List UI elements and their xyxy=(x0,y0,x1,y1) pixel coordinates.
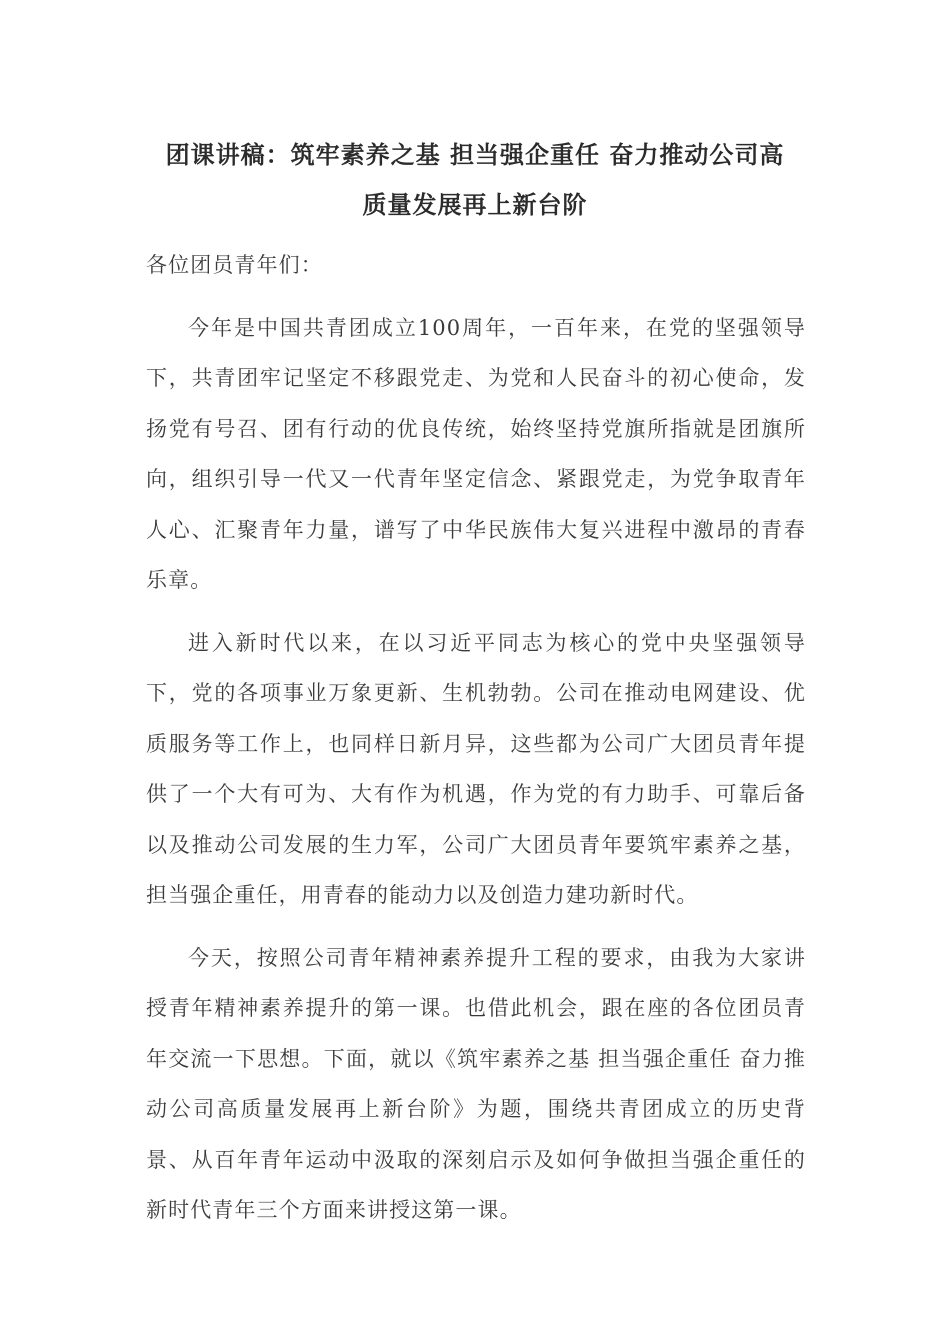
greeting: 各位团员青年们： xyxy=(146,253,323,277)
paragraph-2: 进入新时代以来，在以习近平同志为核心的党中央坚强领导下，党的各项事业万象更新、生机勃勃。公司在推动电网建设、优质服务等工作上，也同样日新月异，这些都为公司广大团员青年提供了一个大有可为、大有作为机遇，作为党的有力助手、可靠后备以及推动公司发展的生力军，公司广大团员青年要筑牢素养之基，担当强企重任，用青春的能动力以及创造力建功新时代。 xyxy=(146,630,806,907)
title-line-2: 质量发展再上新台阶 xyxy=(362,190,588,219)
paragraph-1: 今年是中国共青团成立100周年，一百年来，在党的坚强领导下，共青团牢记坚定不移跟党走、为党和人民奋斗的初心使命，发扬党有号召、团有行动的优良传统，始终坚持党旗所指就是团旗所向，组织引导一代又一代青年坚定信念、紧跟党走，为党争取青年人心、汇聚青年力量，谱写了中华民族伟大复兴进程中激昂的青春乐章。 xyxy=(146,315,806,592)
paragraph-3: 今天，按照公司青年精神素养提升工程的要求，由我为大家讲授青年精神素养提升的第一课。也借此机会，跟在座的各位团员青年交流一下思想。下面，就以《筑牢素养之基 担当强企重任 奋力推动公司高质量发展再上新台阶》为题，围绕共青团成立的历史背景、从百年青年运动中汲取的深刻启示及如何争做担当强企重任的新时代青年三个方面来讲授这第一课。 xyxy=(146,945,806,1222)
document-body xyxy=(146,240,806,1248)
document-title xyxy=(148,130,802,230)
title-line-1: 团课讲稿：筑牢素养之基 担当强企重任 奋力推动公司高 xyxy=(165,140,785,169)
